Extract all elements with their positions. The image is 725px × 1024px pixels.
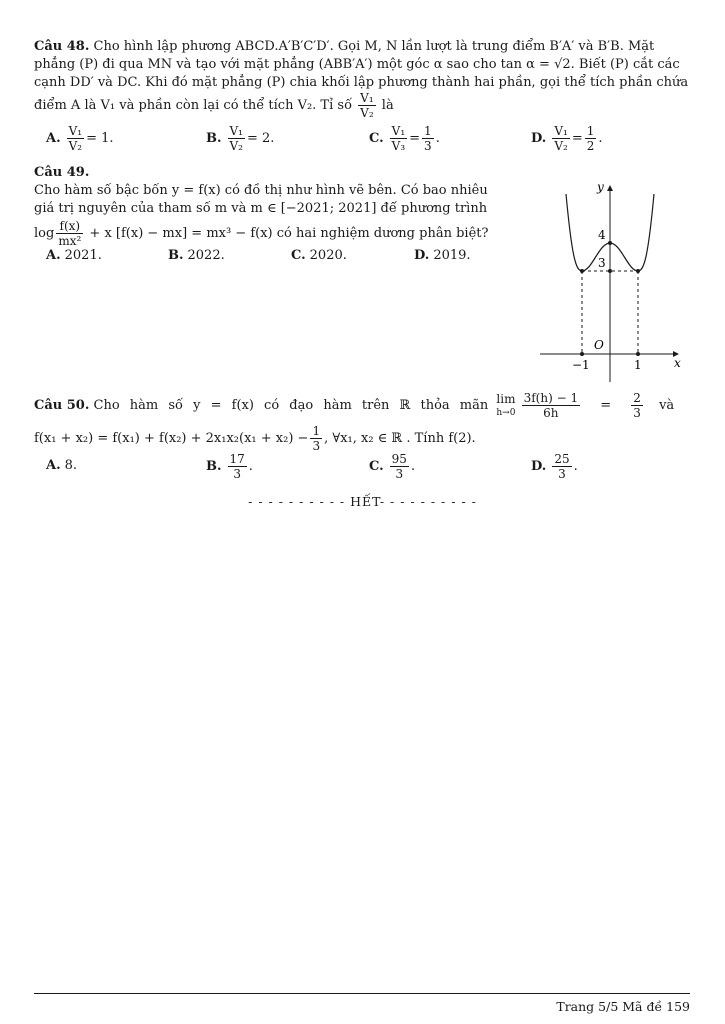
option-rest: = 2. bbox=[247, 131, 275, 146]
option-label: C. bbox=[369, 459, 384, 474]
option-fraction bbox=[552, 452, 571, 481]
tick-label-minus1: −1 bbox=[572, 358, 590, 372]
q48-label: Câu 48. bbox=[34, 39, 90, 54]
option-label: A. bbox=[46, 248, 61, 263]
option-fraction bbox=[552, 124, 569, 153]
fraction-den: 3 bbox=[633, 406, 641, 420]
point-x1 bbox=[636, 352, 640, 356]
option-end: . bbox=[410, 459, 416, 474]
lim-text: lim bbox=[496, 391, 516, 406]
option-text: 8. bbox=[64, 458, 78, 473]
option-label: A. bbox=[46, 131, 61, 146]
fraction-num: 1 bbox=[424, 124, 432, 138]
point-max bbox=[608, 241, 612, 245]
fraction-num: V₁ bbox=[554, 124, 568, 138]
option-end: . bbox=[598, 131, 603, 146]
option-text: 2022. bbox=[187, 248, 225, 263]
fraction-num: 1 bbox=[586, 124, 595, 138]
option-label: D. bbox=[531, 459, 547, 474]
option-rest: = bbox=[409, 131, 421, 146]
fraction-num: 95 bbox=[391, 452, 407, 466]
fraction-den: V₂ bbox=[554, 139, 568, 153]
option-fraction bbox=[228, 124, 245, 153]
fraction-den: 2 bbox=[586, 139, 595, 153]
option-label: D. bbox=[531, 131, 547, 146]
fraction-den: 3 bbox=[312, 439, 321, 453]
function-graph bbox=[534, 178, 684, 383]
option-label: A. bbox=[46, 458, 61, 473]
log-text: log bbox=[34, 226, 55, 241]
fraction-den: V₂ bbox=[68, 139, 83, 153]
option-fraction-2 bbox=[422, 124, 434, 153]
option-text: 2021. bbox=[64, 248, 102, 263]
page-footer: Trang 5/5 Mã đề 159 bbox=[556, 999, 690, 1014]
option-end: . bbox=[435, 131, 440, 146]
q48-option-d[interactable] bbox=[531, 124, 603, 153]
fraction-num: 17 bbox=[229, 452, 245, 466]
q49-equation-rest: + x [f(x) − mx] = mx³ − f(x) có hai nghiệm dương phân biệt? bbox=[89, 226, 489, 241]
fraction-num: 2 bbox=[633, 391, 641, 405]
lim-subscript: h→0 bbox=[496, 407, 516, 418]
tick-label-4: 4 bbox=[598, 228, 606, 242]
q49-log-fraction bbox=[56, 219, 83, 248]
option-fraction bbox=[67, 124, 84, 153]
fraction-den: 3 bbox=[424, 139, 432, 153]
origin-label: O bbox=[594, 338, 604, 352]
tick-label-1: 1 bbox=[634, 358, 642, 372]
option-label: B. bbox=[206, 459, 222, 474]
option-rest: = bbox=[571, 131, 583, 146]
q49-option-d[interactable] bbox=[414, 248, 471, 263]
q49-option-c[interactable] bbox=[291, 248, 347, 263]
fraction-num: V₁ bbox=[391, 124, 406, 138]
q50-third-fraction bbox=[310, 424, 322, 453]
fraction-den: 6h bbox=[543, 406, 559, 420]
point-min-right bbox=[636, 269, 640, 273]
fraction-num: V₁ bbox=[229, 124, 243, 138]
option-text: 2020. bbox=[309, 248, 347, 263]
q48-line-1 bbox=[34, 38, 690, 56]
q49-line-2: giá trị nguyên của tham số m và m ∈ [−2021; 2021] để phương trình bbox=[34, 201, 488, 216]
point-min-left bbox=[580, 269, 584, 273]
q50-and: và bbox=[659, 398, 675, 413]
q50-limit-fraction bbox=[522, 391, 581, 420]
option-label: B. bbox=[168, 248, 184, 263]
q50-option-b[interactable] bbox=[206, 452, 253, 481]
q50-functional-eq: f(x₁ + x₂) = f(x₁) + f(x₂) + 2x₁x₂(x₁ + x₂) − bbox=[34, 431, 309, 446]
q48-option-c[interactable] bbox=[369, 124, 440, 153]
q49-label: Câu 49. bbox=[34, 165, 90, 180]
end-of-exam-mark: - - - - - - - - - - HẾT- - - - - - - - - - bbox=[248, 494, 477, 509]
q50-label: Câu 50. bbox=[34, 398, 90, 413]
q48-option-b[interactable] bbox=[206, 124, 274, 153]
q49-line-3 bbox=[34, 218, 534, 250]
fraction-num: V₁ bbox=[68, 124, 83, 138]
q48-text-4: điểm A là V₁ và phần còn lại có thể tích V₂. Tỉ số bbox=[34, 98, 353, 113]
fraction-den: 3 bbox=[395, 467, 404, 481]
q50-line-2 bbox=[34, 424, 690, 454]
option-label: C. bbox=[291, 248, 306, 263]
q50-line-1 bbox=[34, 386, 690, 426]
option-label: D. bbox=[414, 248, 430, 263]
q48-text-4-end: là bbox=[381, 98, 394, 113]
option-label: B. bbox=[206, 131, 222, 146]
limit-operator bbox=[496, 392, 515, 420]
y-axis-label: y bbox=[597, 180, 604, 194]
q48-ratio-num: V₁ bbox=[360, 91, 374, 105]
option-fraction bbox=[390, 124, 407, 153]
q48-line-4 bbox=[34, 90, 690, 124]
q50-rhs-fraction bbox=[631, 391, 643, 420]
fraction-den: mx² bbox=[58, 234, 82, 248]
option-fraction-2 bbox=[585, 124, 597, 153]
fraction-den: V₂ bbox=[229, 139, 243, 153]
q49-line-1: Cho hàm số bậc bốn y = f(x) có đồ thị như hình vẽ bên. Có bao nhiêu bbox=[34, 183, 488, 198]
option-end: . bbox=[573, 459, 578, 474]
tick-label-3: 3 bbox=[598, 256, 606, 270]
q50-option-d[interactable] bbox=[531, 452, 578, 481]
q48-line-3: cạnh DD′ và DC. Khi đó mặt phẳng (P) chia khối lập phương thành hai phần, gọi thể tích phần chứa bbox=[34, 75, 689, 90]
q49-option-b[interactable] bbox=[168, 248, 225, 263]
fraction-num: 25 bbox=[554, 452, 570, 466]
option-rest: = 1. bbox=[86, 131, 114, 146]
fraction-den: 3 bbox=[233, 467, 241, 481]
q50-option-a[interactable] bbox=[46, 458, 77, 473]
option-label: C. bbox=[369, 131, 384, 146]
fraction-num: 3f(h) − 1 bbox=[523, 391, 579, 405]
point-x-minus1 bbox=[580, 352, 584, 356]
q50-text-1: Cho hàm số y = f(x) có đạo hàm trên ℝ thỏa mãn bbox=[93, 398, 489, 413]
fraction-num: 1 bbox=[312, 424, 321, 438]
option-fraction bbox=[390, 452, 409, 481]
q48-option-a[interactable] bbox=[46, 124, 114, 153]
fraction-num: f(x) bbox=[56, 219, 83, 234]
option-text: 2019. bbox=[433, 248, 471, 263]
q50-functional-eq-end: , ∀x₁, x₂ ∈ ℝ . Tính f(2). bbox=[324, 431, 476, 446]
option-end: . bbox=[248, 459, 253, 474]
q48-text-1: Cho hình lập phương ABCD.A′B′C′D′. Gọi M, N lần lượt là trung điểm B′A′ và B′B. Mặt bbox=[93, 39, 655, 54]
option-fraction bbox=[228, 452, 247, 481]
equals-sign: = bbox=[600, 398, 612, 413]
q48-ratio-fraction bbox=[358, 91, 375, 120]
q48-line-2: phẳng (P) đi qua MN và tạo với mặt phẳng (ABB′A′) một góc α sao cho tan α = √2. Biết (P) cắt các bbox=[34, 57, 680, 72]
q49-option-a[interactable] bbox=[46, 248, 102, 263]
x-axis-label: x bbox=[674, 356, 681, 370]
footer-divider bbox=[34, 993, 690, 994]
fraction-den: V₃ bbox=[391, 139, 406, 153]
fraction-den: 3 bbox=[558, 467, 566, 481]
point-y3 bbox=[608, 269, 612, 273]
q50-option-c[interactable] bbox=[369, 452, 415, 481]
q48-ratio-den: V₂ bbox=[360, 106, 374, 120]
